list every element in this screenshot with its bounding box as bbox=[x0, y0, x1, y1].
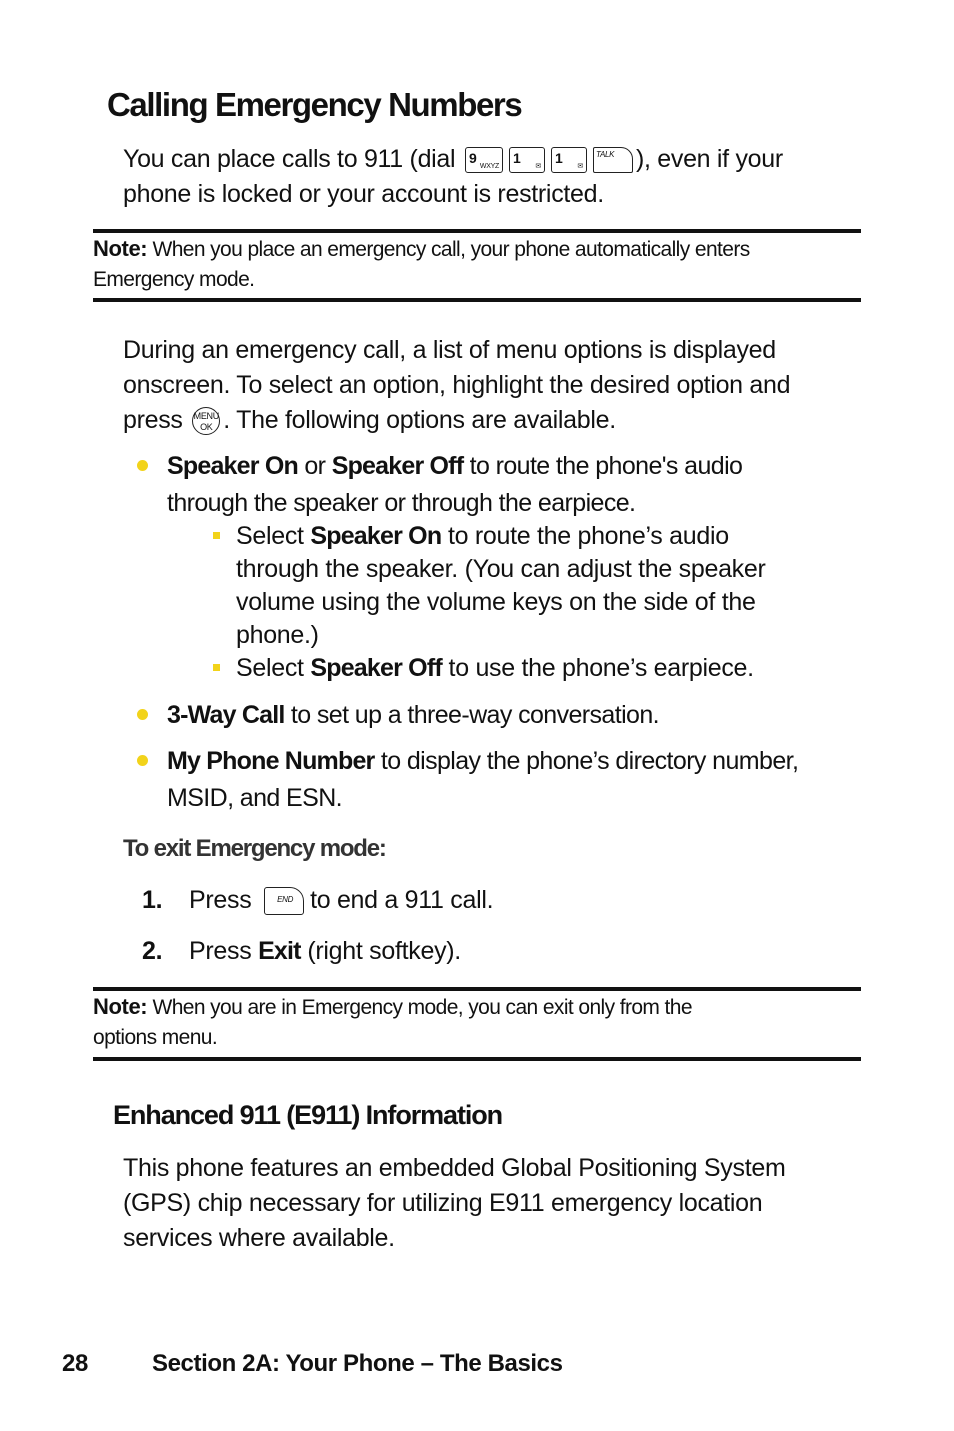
note-top-rule bbox=[93, 229, 861, 233]
e911-paragraph bbox=[123, 1151, 785, 1256]
step-text: Press bbox=[189, 937, 252, 965]
bullet-icon bbox=[137, 460, 148, 471]
note-bottom-rule bbox=[93, 1057, 861, 1061]
during-line-1: During an emergency call, a list of menu options is displayed bbox=[123, 336, 776, 364]
intro-paragraph bbox=[123, 142, 783, 212]
step-number: 2. bbox=[142, 937, 163, 965]
three-way-text: to set up a three-way conversation. bbox=[290, 701, 659, 729]
note-label: Note: bbox=[93, 236, 148, 261]
intro-text: You can place calls to 911 (dial bbox=[123, 145, 456, 173]
sub1-text-3: volume using the volume keys on the side of the bbox=[236, 588, 756, 616]
step-text-end: to end a 911 call. bbox=[310, 886, 494, 914]
intro-text-end: ), even if your bbox=[635, 145, 783, 173]
my-phone-text-2: MSID, and ESN. bbox=[167, 784, 342, 812]
step-number: 1. bbox=[142, 886, 163, 914]
page-number: 28 bbox=[62, 1350, 88, 1377]
step-1 bbox=[142, 883, 493, 918]
select-text: Select bbox=[236, 654, 304, 682]
bullet-icon bbox=[137, 709, 148, 720]
note-bottom-rule bbox=[93, 298, 861, 302]
speaker-on-label: Speaker On bbox=[167, 452, 298, 480]
note-text-2: options menu. bbox=[93, 1026, 218, 1049]
talk-key-icon: TALK bbox=[593, 147, 633, 173]
exit-label: Exit bbox=[258, 937, 301, 965]
key-1-icon: 1 ✉ bbox=[509, 147, 545, 173]
section-footer: Section 2A: Your Phone – The Basics bbox=[152, 1350, 563, 1377]
section-subheading: Enhanced 911 (E911) Information bbox=[113, 1100, 503, 1130]
speaker-text: to route the phone's audio bbox=[469, 452, 743, 480]
step-2 bbox=[142, 934, 461, 969]
during-paragraph bbox=[123, 333, 883, 438]
note-label: Note: bbox=[93, 994, 148, 1019]
sub-bullet-speaker-off bbox=[236, 652, 754, 685]
bullet-my-phone-number bbox=[167, 744, 798, 816]
key-1-icon: 1 ✉ bbox=[551, 147, 587, 173]
bullet-icon bbox=[137, 755, 148, 766]
e911-line-3: services where available. bbox=[123, 1224, 395, 1252]
e911-line-1: This phone features an embedded Global Positioning System bbox=[123, 1154, 786, 1182]
speaker-on-label: Speaker On bbox=[310, 522, 442, 550]
sub-bullet-speaker-on bbox=[236, 520, 766, 652]
note-box bbox=[93, 992, 861, 1053]
speaker-off-label: Speaker Off bbox=[331, 452, 464, 480]
note-text: When you are in Emergency mode, you can exit only from the bbox=[152, 996, 692, 1019]
intro-line-2: phone is locked or your account is restricted. bbox=[123, 180, 604, 208]
during-press: press bbox=[123, 406, 183, 434]
e911-line-2: (GPS) chip necessary for utilizing E911 emergency location bbox=[123, 1189, 763, 1217]
during-line-3: . The following options are available. bbox=[223, 406, 616, 434]
speaker-text-2: through the speaker or through the earpiece. bbox=[167, 489, 636, 517]
three-way-label: 3-Way Call bbox=[167, 701, 285, 729]
sub1-text-4: phone.) bbox=[236, 621, 319, 649]
key-9-icon: 9 WXYZ bbox=[465, 147, 503, 173]
exit-heading: To exit Emergency mode: bbox=[123, 835, 386, 862]
bullet-speaker bbox=[167, 449, 742, 521]
step-text-end: (right softkey). bbox=[307, 937, 461, 965]
my-phone-number-label: My Phone Number bbox=[167, 747, 375, 775]
step-text: Press bbox=[189, 886, 252, 914]
select-text: Select bbox=[236, 522, 304, 550]
sub-bullet-icon bbox=[213, 532, 220, 539]
my-phone-text: to display the phone’s directory number, bbox=[380, 747, 799, 775]
note-text: When you place an emergency call, your phone automatically enters bbox=[152, 238, 750, 261]
sub1-text: to route the phone’s audio bbox=[447, 522, 729, 550]
sub2-text: to use the phone’s earpiece. bbox=[448, 654, 754, 682]
note-box bbox=[93, 234, 861, 295]
menu-ok-key-icon: MENU OK bbox=[192, 407, 220, 435]
sub1-text-2: through the speaker. (You can adjust the speaker bbox=[236, 555, 766, 583]
speaker-off-label: Speaker Off bbox=[310, 654, 442, 682]
sub-bullet-icon bbox=[213, 664, 220, 671]
page-title: Calling Emergency Numbers bbox=[107, 86, 522, 123]
end-key-icon: END bbox=[264, 887, 304, 915]
note-text-2: Emergency mode. bbox=[93, 268, 255, 291]
bullet-three-way bbox=[167, 698, 659, 733]
note-top-rule bbox=[93, 987, 861, 991]
or-text: or bbox=[304, 452, 326, 480]
during-line-2: onscreen. To select an option, highlight the desired option and bbox=[123, 371, 791, 399]
